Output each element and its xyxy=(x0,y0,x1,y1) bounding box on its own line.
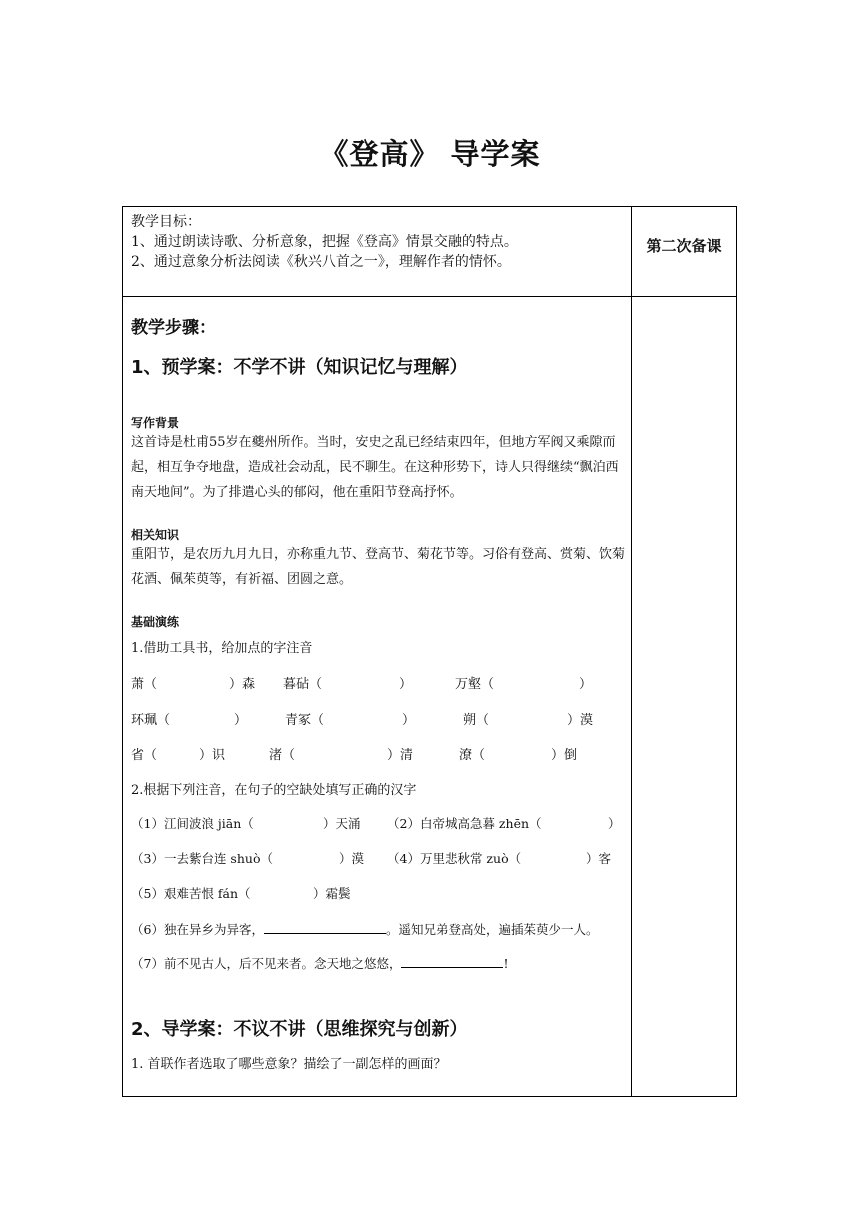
phonetic-item: 省（ xyxy=(131,748,158,763)
phonetic-item: ） xyxy=(402,713,416,728)
answer-blank[interactable] xyxy=(264,919,386,934)
second-prep-label: 第二次备课 xyxy=(646,237,722,255)
fill-line xyxy=(131,919,598,938)
phonetic-item: 渚（ xyxy=(269,748,296,763)
goal-item: 2、通过意象分析法阅读《秋兴八首之一》，理解作者的情怀。 xyxy=(131,254,511,270)
fill-line-text: ! xyxy=(503,956,509,971)
fill-line: （3）一去紫台连 shuò（ xyxy=(131,851,273,866)
phonetic-item: 暮砧（ xyxy=(283,677,323,692)
fill-line-text: 。遥知兄弟登高处，遍插茱萸少一人。 xyxy=(385,922,599,937)
phonetic-item: ） xyxy=(399,677,413,692)
phonetic-item: 朔（ xyxy=(463,713,490,728)
lesson-table xyxy=(122,206,737,1097)
phonetic-item: ）森 xyxy=(229,677,256,692)
fill-line-text: （6）独在异乡为异客， xyxy=(131,922,264,937)
side-notes-cell[interactable] xyxy=(632,297,737,1097)
phonetic-item: ） xyxy=(579,677,593,692)
answer-blank[interactable] xyxy=(401,953,503,968)
fill-line: ）天涌 xyxy=(323,816,361,831)
side-header-cell xyxy=(632,207,737,297)
page-title: 《登高》 导学案 xyxy=(319,137,541,171)
background-label: 写作背景 xyxy=(131,416,180,430)
phonetic-item: 萧（ xyxy=(131,677,158,692)
phonetic-item: 环珮（ xyxy=(131,713,171,728)
phonetic-item: ）漠 xyxy=(567,713,594,728)
section1-heading: 1、预学案：不学不讲（知识记忆与理解） xyxy=(131,357,468,378)
fill-line: ）漠 xyxy=(339,851,365,866)
fill-line: （2）白帝城高急暮 zhēn（ xyxy=(387,816,542,831)
phonetic-item: ）识 xyxy=(199,748,226,763)
fill-line: （4）万里悲秋常 zuò（ xyxy=(387,851,522,866)
knowledge-label: 相关知识 xyxy=(131,528,180,542)
steps-heading: 教学步骤： xyxy=(131,318,216,338)
fill-line-text: （7）前不见古人，后不见来者。念天地之悠悠， xyxy=(131,956,402,971)
fill-line: （5）艰难苦恨 fán（ xyxy=(131,886,251,901)
question-1: 1.借助工具书，给加点的字注音 xyxy=(131,641,313,656)
question-2: 2.根据下列注音，在句子的空缺处填写正确的汉字 xyxy=(131,783,417,798)
phonetic-item: ）清 xyxy=(387,748,414,763)
goal-item: 1、通过朗读诗歌、分析意象，把握《登高》情景交融的特点。 xyxy=(131,234,518,250)
section2-heading: 2、导学案：不议不讲（思维探究与创新） xyxy=(131,1019,468,1040)
background-text: 这首诗是杜甫55岁在夔州所作。当时，安史之乱已经结束四年，但地方军阀又乘隙而起，相互争夺地盘，造成社会动乱，民不聊生。在这种形势下，诗人只得继续“飘泊西南天地间”。为了排遣心头的郁闷，他在重阳节登高抒怀。 xyxy=(131,435,619,500)
fill-line: （1）江间波浪 jiān（ xyxy=(131,816,254,831)
phonetic-item: 青冢（ xyxy=(285,713,325,728)
goals-cell xyxy=(123,207,632,297)
phonetic-item: 潦（ xyxy=(459,748,486,763)
phonetic-item: ） xyxy=(234,713,248,728)
content-cell xyxy=(123,297,632,1097)
fill-line: ）客 xyxy=(586,851,612,866)
goals-label: 教学目标： xyxy=(131,214,201,230)
fill-line: ） xyxy=(608,816,621,831)
fill-line xyxy=(131,953,509,972)
fill-line: ）霜鬓 xyxy=(313,886,351,901)
knowledge-text: 重阳节，是农历九月九日，亦称重九节、登高节、菊花节等。习俗有登高、赏菊、饮菊花酒、佩茱萸等，有祈福、团圆之意。 xyxy=(131,547,626,587)
guide-question-1: 1. 首联作者选取了哪些意象？描绘了一副怎样的画面？ xyxy=(131,1057,447,1072)
phonetic-item: 万壑（ xyxy=(455,677,495,692)
practice-label: 基础演练 xyxy=(131,615,180,629)
phonetic-item: ）倒 xyxy=(551,748,578,763)
